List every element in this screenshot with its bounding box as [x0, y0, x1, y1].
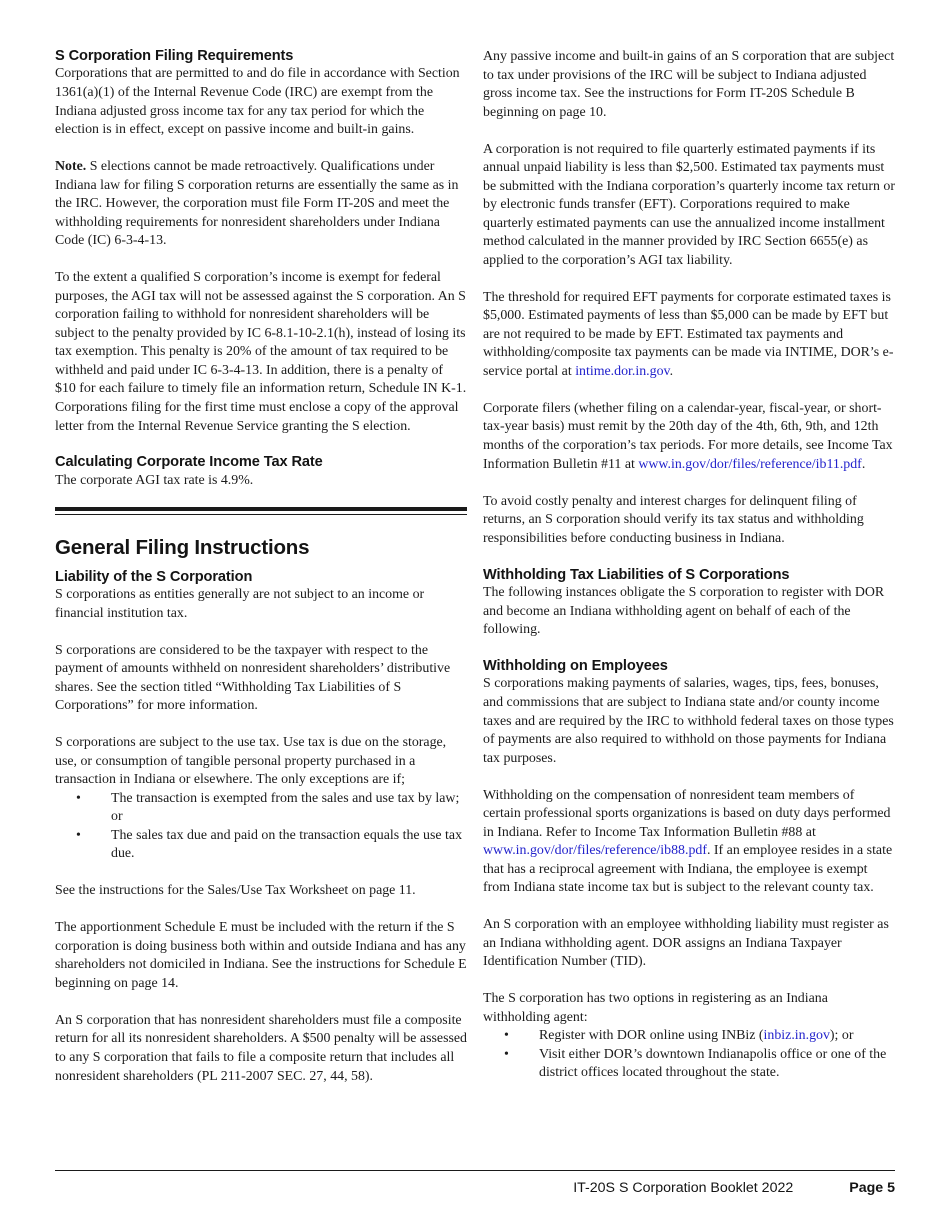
paragraph-exempt-income: To the extent a qualified S corporation’s income is exempt for federal purposes, the AGI tax will not be assessed against the S corporation. An S corporation failing to withhold for nonresident shareholders will be subject to the penalty provided by IC 6-8.1-10-2.1(h), instead of losing its tax exemption. This penalty is 20% of the amount of tax required to be withheld and paid under IC 6-3-4-13. In addition, there is a penalty of $10 for each failure to timely file an information return, Schedule IN K-1. Corporations filing for the first time must enclose a copy of the approval letter from the Internal Revenue Service granting the S election.	[55, 270, 467, 434]
list-item-text-tail: ); or	[829, 1028, 854, 1044]
heading-general-filing-instructions: General Filing Instructions	[55, 535, 310, 559]
left-column	[55, 48, 467, 1086]
paragraph-passive-income: Any passive income and built-in gains of an S corporation that are subject to tax under provisions of the IRC will be subject to Indiana adjusted gross income tax. See the instructions for Form IT-20S Schedule B beginning on page 10.	[483, 49, 895, 120]
paragraph-following-instances: The following instances obligate the S corporation to register with DOR and become an Indiana withholding agent on behalf of each of the following.	[483, 584, 885, 638]
paragraph-corporate-filers-text: Corporate filers (whether filing on a calendar-year, fiscal-year, or short-tax-year basis) must remit by the 20th day of the 4th, 6th, 9th, and 12th months of the corporation’s tax periods. For more details, see Income Tax Information Bulletin #11 at	[483, 400, 893, 472]
paragraph-nonresident-team-members	[483, 787, 895, 898]
paragraph-team-members-text: Withholding on the compensation of nonresident team members of certain professional sports organizations is based on duty days performed in Indiana. Refer to Income Tax Information Bulletin #88 at	[483, 787, 891, 840]
bullet-icon: •	[504, 1046, 509, 1062]
heading-s-corporation-filing-requirements: S Corporation Filing Requirements	[55, 48, 294, 64]
paragraph-note	[55, 158, 467, 251]
paragraph-sales-use-worksheet: See the instructions for the Sales/Use Tax Worksheet on page 11.	[55, 883, 416, 899]
section-divider-rule	[55, 507, 467, 514]
paragraph-taxpayer-with-respect: S corporations are considered to be the taxpayer with respect to the payment of amounts withheld on nonresident shareholders’ distributive shares. See the section titled “Withholding Tax Liabilities of S Corporations” for more information.	[55, 642, 451, 714]
footer-page-number: Page 5	[849, 1180, 895, 1196]
paragraph-two-options: The S corporation has two options in registering as an Indiana withholding agent:	[483, 991, 828, 1025]
heading-liability-of-the-s-corporation: Liability of the S Corporation	[55, 568, 253, 585]
paragraph-corporate-filers-tail: .	[861, 456, 866, 472]
bullet-icon: •	[76, 827, 81, 843]
paragraph-agi-tax-rate: The corporate AGI tax rate is 4.9%.	[55, 472, 254, 488]
two-column-layout	[55, 48, 895, 1086]
paragraph-corporate-filers	[483, 400, 895, 474]
list-item	[55, 790, 467, 827]
link-bulletin-ib88-pdf[interactable]: www.in.gov/dor/files/reference/ib88.pdf	[483, 843, 707, 859]
paragraph-team-members-tail: . If an employee resides in a state that has a reciprocal agreement with Indiana, the employee is exempt from Indiana state income tax but is subject to the relevant county tax.	[483, 843, 893, 896]
paragraph-eft-threshold-tail: .	[669, 363, 674, 379]
right-column	[483, 48, 895, 1083]
list-item-text: The transaction is exempted from the sales and use tax by law; or	[111, 790, 460, 825]
list-item-text: The sales tax due and paid on the transaction equals the use tax due.	[111, 827, 463, 862]
link-bulletin-ib11-pdf[interactable]: www.in.gov/dor/files/reference/ib11.pdf	[638, 456, 862, 472]
paragraph-quarterly-estimated-payments: A corporation is not required to file quarterly estimated payments if its annual unpaid liability is less than $2,500. Estimated tax payments must be submitted with the Indiana corporation’s quarterly income tax return or by electronic funds transfer (EFT). Corporations required to make quarterly estimated payments can use the annualized income installment method calculated in the manner provided by IRC Section 6655(e) as applied to the corporation’s AGI tax liability.	[483, 141, 895, 268]
heading-withholding-on-employees: Withholding on Employees	[483, 657, 668, 674]
paragraph-eft-threshold-text: The threshold for required EFT payments for corporate estimated taxes is $5,000. Estimated payments of less than $5,000 can be made by EFT but are not required to be made by EFT. Estimated tax payments and withholding/composite tax payments can be made via INTIME, DOR’s e-service portal at	[483, 289, 894, 379]
heading-withholding-tax-liabilities: Withholding Tax Liabilities of S Corporations	[483, 566, 790, 583]
paragraph-filing-requirements: Corporations that are permitted to and do file in accordance with Section 1361(a)(1) of the Internal Revenue Code (IRC) are exempt from the Indiana adjusted gross income tax for any tax period for which the election is in effect, except on passive income and built-in gains.	[55, 66, 460, 138]
note-body: S elections cannot be made retroactively. Qualifications under Indiana law for filing S corporation returns are essentially the same as in the IRC. However, the corporation must file Form IT-20S and meet the withholding requirements for nonresident shareholders under Indiana Code (IC) 6-3-4-13.	[55, 159, 459, 249]
paragraph-payments-of-salaries: S corporations making payments of salaries, wages, tips, fees, bonuses, and commissions that are subject to Indiana state and/or county income taxes and are required by the IRC to withhold federal taxes on those types of payments are also required to withhold on those payments for Indiana tax purposes.	[483, 676, 894, 766]
list-item	[55, 827, 467, 864]
paragraph-use-tax: S corporations are subject to the use tax. Use tax is due on the storage, use, or consumption of tangible personal property purchased in a transaction in Indiana or elsewhere. The only exceptions are if;	[55, 735, 447, 788]
heading-calculating-corporate-income-tax-rate: Calculating Corporate Income Tax Rate	[55, 454, 323, 471]
paragraph-employee-withholding-liability: An S corporation with an employee withholding liability must register as an Indiana withholding agent. DOR assigns an Indiana Taxpayer Identification Number (TID).	[483, 917, 889, 970]
paragraph-avoid-penalty: To avoid costly penalty and interest charges for delinquent filing of returns, an S corporation should verify its tax status and withholding responsibilities before conducting business in Indiana.	[483, 493, 864, 546]
paragraph-entities-not-subject: S corporations as entities generally are not subject to an income or financial institution tax.	[55, 587, 425, 621]
link-intime-dor-in-gov[interactable]: intime.dor.in.gov	[575, 363, 670, 379]
registration-options-list	[483, 1027, 895, 1083]
use-tax-exceptions-list	[55, 790, 467, 864]
divider-thin-line	[55, 514, 467, 515]
note-label: Note.	[55, 159, 87, 174]
divider-thick-line	[55, 507, 467, 511]
footer-booklet-title: IT-20S S Corporation Booklet 2022	[573, 1180, 794, 1196]
footer-row	[55, 1171, 895, 1196]
paragraph-eft-threshold	[483, 289, 895, 382]
list-item	[483, 1046, 895, 1083]
list-item	[483, 1027, 895, 1046]
link-inbiz-in-gov[interactable]: inbiz.in.gov	[763, 1028, 830, 1044]
bullet-icon: •	[504, 1028, 509, 1044]
paragraph-schedule-e: The apportionment Schedule E must be included with the return if the S corporation is doing business both within and outside Indiana and has any shareholders not domiciled in Indiana. See the instructions for Schedule E beginning on page 14.	[55, 920, 467, 991]
paragraph-composite-return: An S corporation that has nonresident shareholders must file a composite return for all its nonresident shareholders. A $500 penalty will be assessed to any S corporation that fails to file a composite return that includes all nonresident shareholders (PL 211-2007 SEC. 27, 44, 58).	[55, 1012, 467, 1084]
page-footer	[55, 1170, 895, 1196]
list-item-text-lead: Register with DOR online using INBiz (	[539, 1028, 764, 1044]
bullet-icon: •	[76, 790, 81, 806]
list-item-text: Visit either DOR’s downtown Indianapolis office or one of the district offices located throughout the state.	[539, 1046, 887, 1081]
